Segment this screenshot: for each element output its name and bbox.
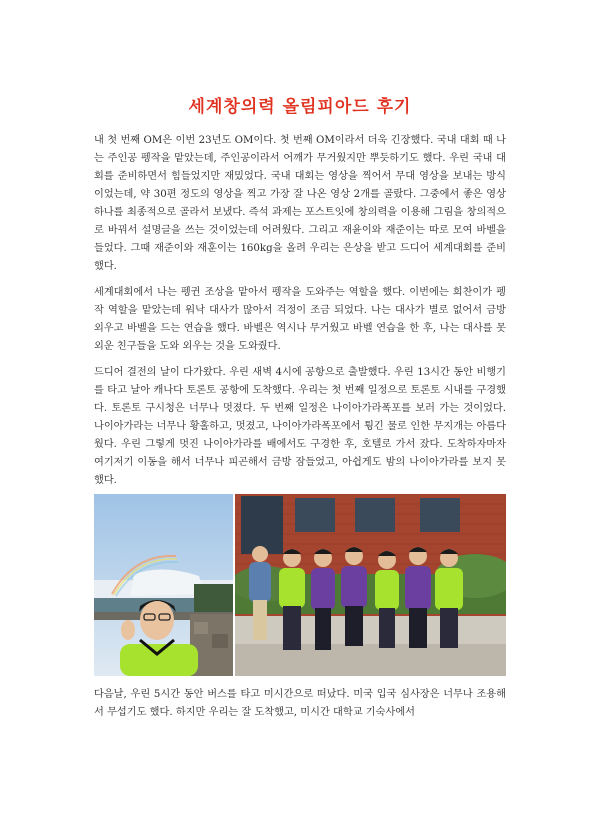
paragraph-3: 드디어 결전의 날이 다가왔다. 우린 새벽 4시에 공항으로 출발했다. 우린 13시간 동안 비행기를 타고 날아 캐나다 토론토 공항에 도착했다. 우리는 첫 번째 일정으로 토론토 시내를 구경했다. 토론토 구시청은 너무나 멋졌다. 두 번째 일정은 나이아가라폭포를 보러 가는 것이었다. 나이아가라는 너무나 황홀하고, 멋졌고, 나이아가라폭포에서 튕긴 물로 인한 무지개는 아름다웠다. 우린 그렇게 멋진 나이아가라를 배에서도 구경한 후, 호텔로 가서 잤다. 도착하자마자 여기저기 이동을 해서 너무나 피곤해서 금방 잠들었고, 아쉽게도 밤의 나이아가라를 보지 못했다.	[94, 367, 506, 486]
document-body	[94, 132, 506, 498]
paragraph-1: 내 첫 번째 OM은 이번 23년도 OM이다. 첫 번째 OM이라서 더욱 긴장했다. 국내 대회 때 나는 주인공 펭작을 맡았는데, 주인공이라서 어깨가 무거웠지만 뿌듯하기도 했다. 우린 국내 대회를 준비하면서 힘들었지만 재밌었다. 국내 대회는 영상을 찍어서 무대 영상을 보내는 방식이었는데, 약 30편 정도의 영상을 찍고 가장 잘 나온 영상 2개를 골랐다. 그중에서 좋은 영상 하나를 최종적으로 골라서 보냈다. 즉석 과제는 포스트잇에 창의력을 이용해 그림을 창의적으로 바꿔서 설명글을 쓰는 것이었는데 어려웠다. 그리고 재윤이와 재준이는 따로 모여 바벨을 들었다. 그때 재준이와 재훈이는 160kg을 올려 우리는 은상을 받고 드디어 세계대회를 준비했다.	[94, 135, 506, 272]
paragraph-2: 세계대회에서 나는 펭귄 조상을 맡아서 펭작을 도와주는 역할을 했다. 이번에는 희찬이가 펭작 역할을 맡았는데 워낙 대사가 많아서 걱정이 조금 되었다. 나는 대사가 별로 없어서 금방 외우고 바벨을 드는 연습을 했다. 바벨은 역시나 무거웠고 바벨 연습을 한 후, 나는 대사를 못 외운 친구들을 도와 외우는 것을 도와줬다.	[94, 287, 506, 352]
document-title: 세계창의력 올림피아드 후기	[188, 97, 412, 117]
niagara-falls-photo	[94, 494, 233, 676]
paragraph-4: 다음날, 우린 5시간 동안 버스를 타고 미시간으로 떠났다. 미국 입국 심사장은 너무나 조용해서 무섭기도 했다. 하지만 우리는 잘 도착했고, 미시간 대학교 기숙사에서	[94, 689, 506, 718]
team-group-photo	[235, 494, 506, 676]
photo-row	[94, 494, 506, 676]
document-body-continued	[94, 686, 506, 730]
